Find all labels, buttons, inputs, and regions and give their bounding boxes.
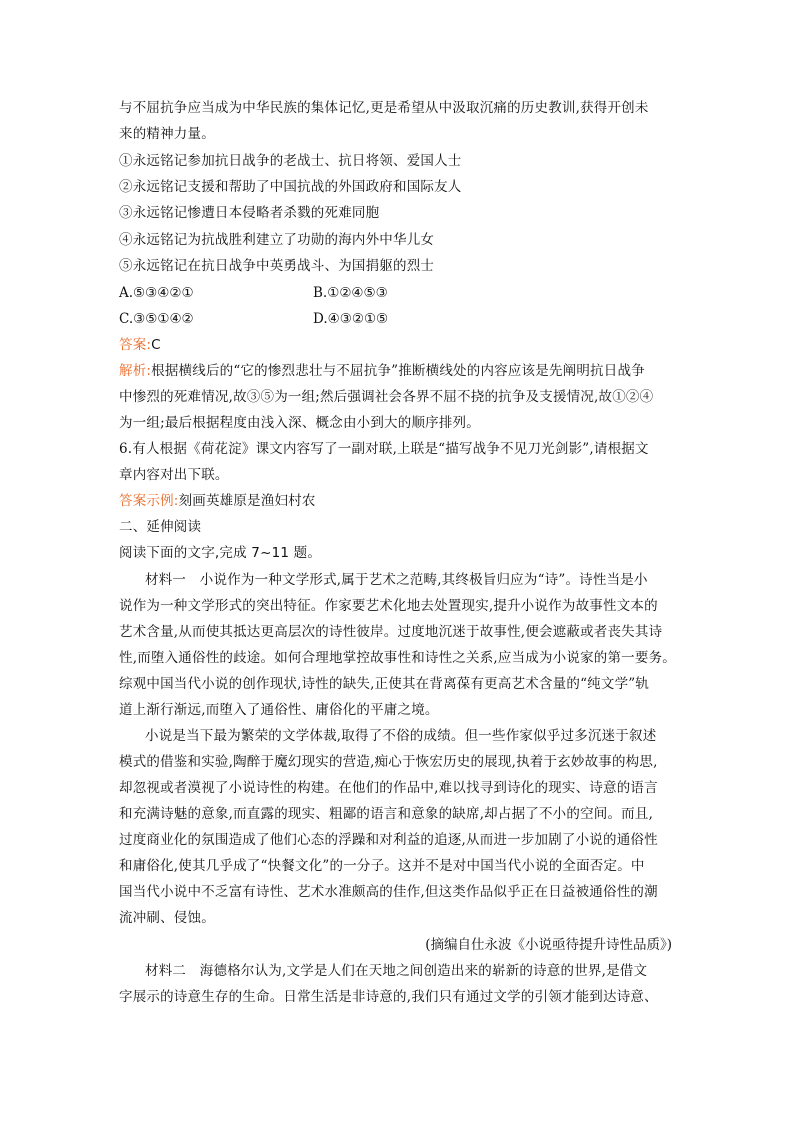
list-item: ②永远铭记支援和帮助了中国抗战的外国政府和国际友人: [119, 179, 462, 195]
list-item: ③永远铭记惨遭日本侵略者杀戮的死难同胞: [119, 205, 380, 221]
question-6: 章内容对出下联。: [119, 467, 229, 483]
material1-p1: 材料一 小说作为一种文学形式,属于艺术之范畴,其终极旨归应为“诗”。诗性当是小: [145, 572, 648, 588]
material1-p2: 和充满诗魅的意象,而直露的现实、粗鄙的语言和意象的缺席,却占据了不小的空间。而且,: [119, 806, 654, 822]
section-title: 二、延伸阅读: [119, 519, 202, 535]
material1-p1: 综观中国当代小说的创作现状,诗性的缺失,正使其在背离葆有更高艺术含量的“纯文学”轨: [119, 676, 650, 692]
answer: [119, 336, 684, 354]
explanation-text: 根据横线后的“它的惨烈悲壮与不屈抗争”推断横线处的内容应该是先阐明抗日战争: [151, 363, 645, 379]
material1-p2: 国当代小说中不乏富有诗性、艺术水准颇高的佳作,但这类作品似乎正在日益被通俗性的潮: [119, 884, 658, 900]
material1-p2: 和庸俗化,使其几乎成了“快餐文化”的一分子。这并不是对中国当代小说的全面否定。中: [119, 858, 645, 874]
material1-p1: 艺术含量,从而使其抵达更高层次的诗性彼岸。过度地沉迷于故事性,便会遮蔽或者丧失其诗: [119, 624, 663, 640]
material1-p2: 小说是当下最为繁荣的文学体裁,取得了不俗的成绩。但一些作家似乎过多沉迷于叙述: [145, 728, 657, 744]
option-b: B.①②④⑤③: [313, 285, 388, 301]
list-item: ④永远铭记为抗战胜利建立了功勋的海内外中华儿女: [119, 232, 435, 248]
explanation-line: [119, 362, 684, 380]
option-d: D.④③②①⑤: [313, 311, 389, 327]
list-item: ①永远铭记参加抗日战争的老战士、抗日将领、爱国人士: [119, 153, 462, 169]
material1-p2: 却忽视或者漠视了小说诗性的构建。在他们的作品中,难以找寻到诗化的现实、诗意的语言: [119, 780, 658, 796]
sample-answer-label: 答案示例:: [119, 493, 179, 509]
material2-line: 字展示的诗意生存的生命。日常生活是非诗意的,我们只有通过文学的引领才能到达诗意、: [119, 989, 658, 1005]
list-item: ⑤永远铭记在抗日战争中英勇战斗、为国捐躯的烈士: [119, 258, 435, 274]
sample-answer: [119, 492, 684, 510]
answer-value: C: [151, 337, 161, 353]
intro-line: 来的精神力量。: [119, 126, 215, 142]
material1-p2: 流冲刷、侵蚀。: [119, 910, 215, 926]
explanation-line: 中惨烈的死难情况,故③⑤为一组;然后强调社会各界不屈不挠的抗争及支援情况,故①②④: [119, 389, 654, 405]
material1-p1: 性,而堕入通俗性的歧途。如何合理地掌控故事性和诗性之关系,应当成为小说家的第一要务。: [119, 650, 676, 666]
intro-line: 与不屈抗争应当成为中华民族的集体记忆,更是希望从中汲取沉痛的历史教训,获得开创未: [119, 100, 649, 116]
material1-p1: 说作为一种文学形式的突出特征。作家要艺术化地去处置现实,提升小说作为故事性文本的: [119, 598, 658, 614]
option-a: A.⑤③④②①: [119, 285, 194, 301]
option-c: C.③⑤①④②: [119, 311, 194, 327]
question-6: 6.有人根据《荷花淀》课文内容写了一副对联,上联是“描写战争不见刀光剑影”,请根据文: [119, 441, 649, 457]
material1-p1: 道上渐行渐远,而堕入了通俗性、庸俗化的平庸之境。: [119, 702, 439, 718]
material1-p2: 过度商业化的氛围造成了他们心态的浮躁和对利益的追逐,从而进一步加剧了小说的通俗性: [119, 832, 658, 848]
material1-p2: 模式的借鉴和实验,陶醉于魔幻现实的营造,痴心于恢宏历史的展现,执着于玄妙故事的构思,: [119, 754, 658, 770]
answer-label: 答案:: [119, 337, 152, 353]
explanation-line: 为一组;最后根据程度由浅入深、概念由小到大的顺序排列。: [119, 415, 480, 431]
instruction: 阅读下面的文字,完成 7~11 题。: [119, 545, 322, 561]
material2-line: 材料二 海德格尔认为,文学是人们在天地之间创造出来的崭新的诗意的世界,是借文: [145, 963, 648, 979]
explanation-label: 解析:: [119, 363, 152, 379]
sample-answer-value: 刻画英雄原是渔妇村农: [178, 493, 316, 509]
material1-source: (摘编自仕永波《小说亟待提升诗性品质》): [425, 937, 672, 953]
